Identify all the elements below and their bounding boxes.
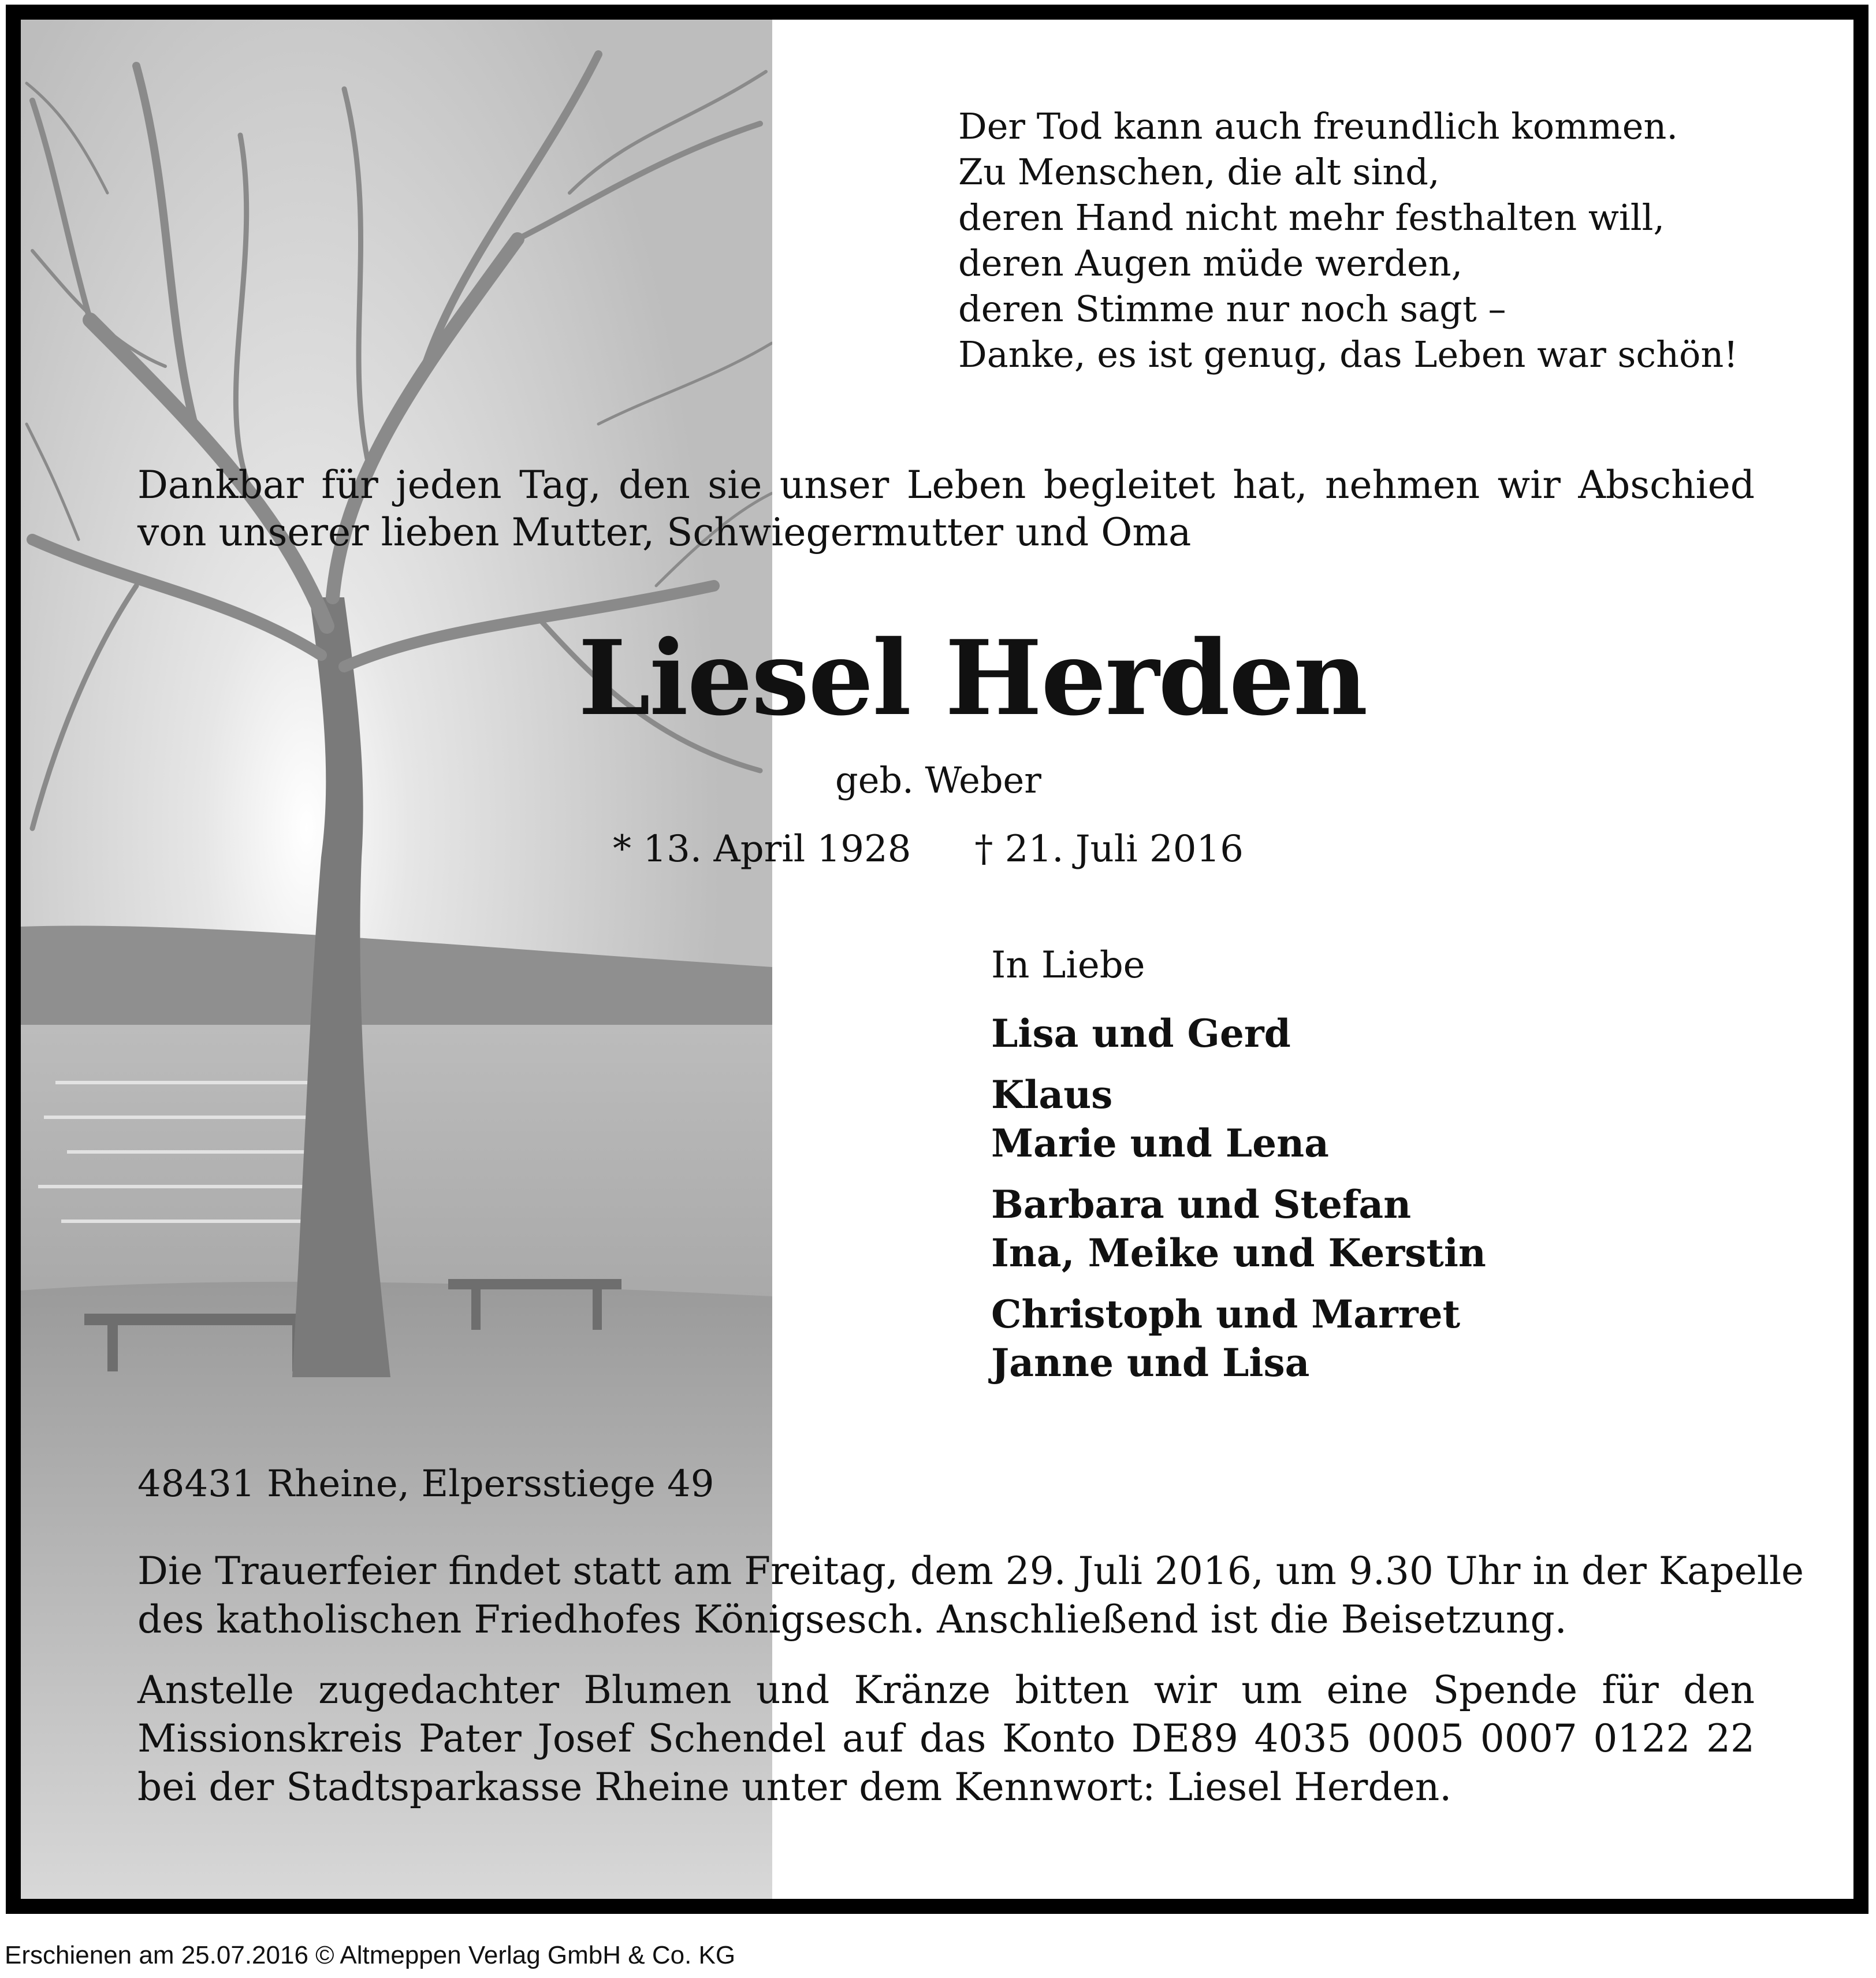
mourner-group <box>991 1009 1486 1058</box>
mourner-line: Ina, Meike und Kerstin <box>991 1230 1486 1276</box>
birth-name: geb. Weber <box>835 759 1041 801</box>
poem-line: Danke, es ist genug, das Leben war schön! <box>958 333 1739 375</box>
obituary-frame <box>6 5 1868 1914</box>
mourners-list <box>991 1009 1486 1400</box>
ceremony-line-2: des katholischen Friedhofes Königsesch. Anschließend ist die Beisetzung. <box>137 1597 1567 1642</box>
poem-line: deren Stimme nur noch sagt – <box>958 288 1506 330</box>
intro-text <box>137 462 1755 556</box>
mourner-group <box>991 1290 1486 1387</box>
life-dates <box>613 826 1244 872</box>
publication-footer: Erschienen am 25.07.2016 © Altmeppen Verlag GmbH & Co. KG <box>5 1941 736 1969</box>
ceremony-text <box>137 1547 1804 1644</box>
donation-line-3: bei der Stadtsparkasse Rheine unter dem Kennwort: Liesel Herden. <box>137 1765 1452 1809</box>
intro-line-1: Dankbar für jeden Tag, den sie unser Leben begleitet hat, nehmen wir Abschied <box>137 463 1755 507</box>
donation-line-1: Anstelle zugedachter Blumen und Kränze bitten wir um eine Spende für den <box>137 1668 1755 1712</box>
donation-line-2: Missionskreis Pater Josef Schendel auf das Konto DE89 4035 0005 0007 0122 22 <box>137 1716 1755 1761</box>
deceased-name: Liesel Herden <box>578 618 1367 738</box>
ceremony-line-1: Die Trauerfeier findet statt am Freitag, dem 29. Juli 2016, um 9.30 Uhr in der Kapelle <box>137 1549 1804 1593</box>
death-date: † 21. Juli 2016 <box>974 828 1244 871</box>
donation-text <box>137 1666 1755 1812</box>
mourner-line: Janne und Lisa <box>991 1340 1310 1385</box>
poem-line: Der Tod kann auch freundlich kommen. <box>958 105 1678 147</box>
poem <box>958 103 1738 377</box>
address: 48431 Rheine, Elpersstiege 49 <box>137 1463 714 1505</box>
mourner-line: Christoph und Marret <box>991 1292 1461 1337</box>
poem-line: Zu Menschen, die alt sind, <box>958 151 1440 193</box>
mourner-group <box>991 1070 1486 1168</box>
mourner-line: Marie und Lena <box>991 1121 1329 1166</box>
mourner-line: Lisa und Gerd <box>991 1011 1291 1056</box>
poem-line: deren Hand nicht mehr festhalten will, <box>958 196 1665 239</box>
birth-date: * 13. April 1928 <box>613 828 911 871</box>
mourner-group <box>991 1180 1486 1277</box>
mourner-line: Barbara und Stefan <box>991 1182 1412 1227</box>
poem-line: deren Augen müde werden, <box>958 242 1463 284</box>
mourner-line: Klaus <box>991 1072 1113 1117</box>
intro-line-2: von unserer lieben Mutter, Schwiegermutter und Oma <box>137 510 1192 555</box>
mourners-heading: In Liebe <box>991 944 1145 987</box>
